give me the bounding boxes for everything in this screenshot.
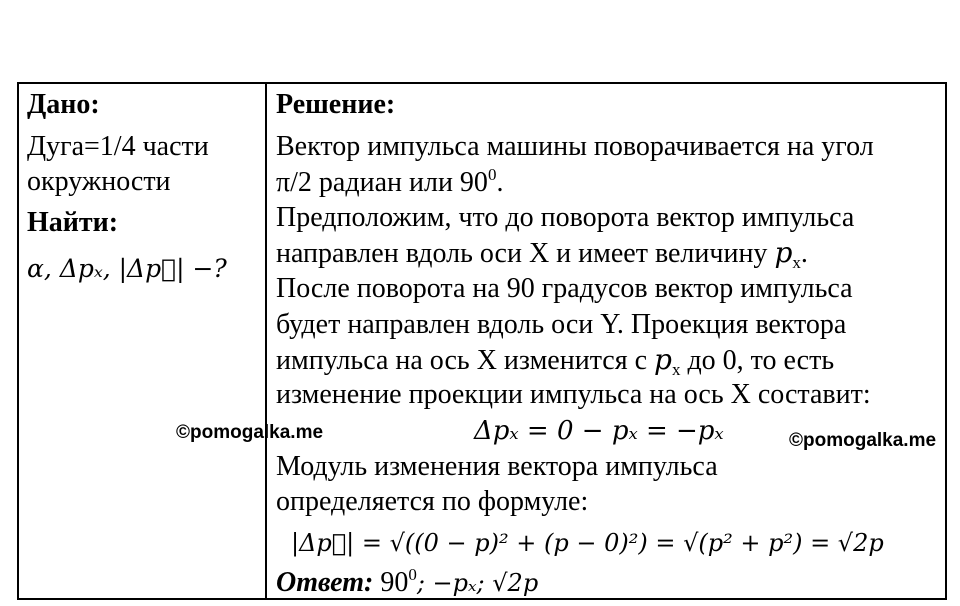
solution-line-3: Предположим, что до поворота вектор импульса — [276, 202, 855, 233]
answer-degrees: 90 — [373, 567, 409, 598]
solution-line-2 — [276, 166, 503, 200]
solution-line-9: Модуль изменения вектора импульса — [276, 451, 718, 482]
find-heading: Найти: — [27, 207, 119, 238]
formula-delta-px: Δpₓ = 0 − pₓ = −pₓ — [474, 416, 724, 446]
px-subscript: x — [792, 253, 801, 272]
line-7-text-b: до 0, то есть — [680, 345, 835, 376]
solution-line-1: Вектор импульса машины поворачивается на угол — [276, 131, 874, 162]
solution-line-6: будет направлен вдоль оси Y. Проекция вектора — [276, 309, 847, 340]
solution-line-7 — [276, 343, 834, 378]
line-2-text: π/2 радиан или 90 — [276, 167, 488, 198]
line-4-end: . — [800, 238, 808, 269]
solution-heading: Решение: — [276, 89, 396, 120]
answer-values: ; −pₓ; √2p — [416, 569, 539, 597]
given-line-1: Дуга=1/4 части — [27, 131, 209, 162]
watermark-left: ©pomogalka.me — [176, 422, 324, 443]
answer-line — [276, 566, 538, 600]
px-symbol: p — [774, 236, 793, 269]
column-divider — [265, 84, 267, 598]
given-line-2: окружности — [27, 166, 171, 197]
solution-line-8: изменение проекции импульса на ось X составит: — [276, 379, 871, 410]
given-heading: Дано: — [27, 89, 100, 120]
solution-line-5: После поворота на 90 градусов вектор импульса — [276, 273, 853, 304]
px-symbol: p — [654, 343, 672, 376]
degree-superscript: 0 — [487, 165, 497, 184]
watermark-right: ©pomogalka.me — [789, 430, 937, 451]
solution-line-4 — [276, 236, 808, 271]
line-7-text-a: импульса на ось X изменится с — [276, 345, 654, 376]
line-2-end: . — [496, 167, 504, 198]
answer-label: Ответ: — [276, 567, 374, 598]
px-subscript: x — [671, 360, 681, 379]
solution-line-10: определяется по формуле: — [276, 486, 589, 517]
solution-table — [17, 82, 947, 600]
formula-delta-p-modulus: |Δp⃗| = √((0 − p)² + (p − 0)²) = √(p² + p²) = √2p — [291, 529, 884, 557]
line-4-text: направлен вдоль оси X и имеет величину — [276, 238, 775, 269]
find-expression: α, Δpₓ, |Δp⃗| −? — [27, 254, 227, 283]
answer-degree-superscript: 0 — [408, 565, 417, 584]
